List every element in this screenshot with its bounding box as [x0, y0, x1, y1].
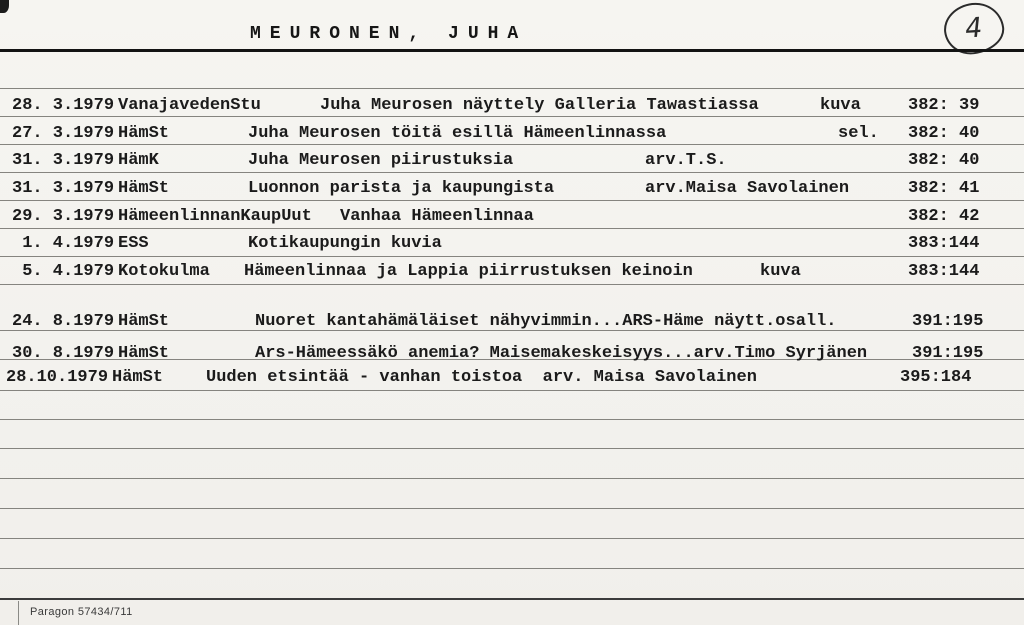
card-stock-label: Paragon 57434/711: [30, 606, 133, 618]
entry-row: [0, 151, 1024, 171]
entry-date: 27. 3.1979: [12, 124, 115, 143]
entry-title: Hämeenlinnaa ja Lappia piirrustuksen keinoin: [244, 262, 693, 281]
card-title: MEURONEN, JUHA: [250, 24, 528, 44]
entry-source: HämSt: [112, 368, 164, 387]
entry-source: ESS: [118, 234, 149, 253]
entry-note: kuva: [820, 96, 861, 115]
entry-source: HämSt: [118, 124, 170, 143]
ruled-line: [0, 284, 1024, 285]
entry-note: arv.T.S.: [645, 151, 727, 170]
entry-date: 28. 3.1979: [12, 96, 115, 115]
entry-row: [0, 312, 1024, 332]
entry-source: HämSt: [118, 179, 170, 198]
entry-note: sel.: [838, 124, 879, 143]
entry-date: 28.10.1979: [6, 368, 109, 387]
entry-ref: 382: 40: [908, 124, 980, 143]
ruled-line: [0, 478, 1024, 479]
ruled-line: [0, 172, 1024, 173]
ruled-line: [0, 419, 1024, 420]
ruled-line: [0, 598, 1024, 600]
entry-ref: 382: 39: [908, 96, 980, 115]
entry-ref: 382: 42: [908, 207, 980, 226]
entry-date: 30. 8.1979: [12, 344, 115, 363]
scan-artifact-corner: [0, 0, 9, 13]
entry-row: [0, 344, 1024, 364]
entry-row: [0, 96, 1024, 116]
entry-date: 29. 3.1979: [12, 207, 115, 226]
entry-title: Nuoret kantahämäläiset nähyvimmin...ARS-Häme näytt.osall.: [255, 312, 837, 331]
entry-ref: 391:195: [912, 312, 984, 331]
page-number: 4: [963, 12, 985, 45]
entry-source: HämSt: [118, 312, 170, 331]
entry-row: [0, 262, 1024, 282]
entry-ref: 395:184: [900, 368, 972, 387]
ruled-line: [0, 116, 1024, 117]
header-rule: [0, 49, 1024, 52]
entry-row: [0, 179, 1024, 199]
entry-source: HämK: [118, 151, 159, 170]
entry-row: [0, 124, 1024, 144]
ruled-line: [0, 538, 1024, 539]
entry-title: Ars-Hämeessäkö anemia? Maisemakeskeisyys...arv.Timo Syrjänen: [255, 344, 868, 363]
entry-source: HämSt: [118, 344, 170, 363]
entry-date: 24. 8.1979: [12, 312, 115, 331]
ruled-line: [0, 508, 1024, 509]
ruled-line: [0, 88, 1024, 89]
entry-title: Juha Meurosen töitä esillä Hämeenlinnassa: [248, 124, 667, 143]
entry-date: 1. 4.1979: [12, 234, 115, 253]
entry-ref: 383:144: [908, 234, 980, 253]
ruled-line: [0, 256, 1024, 257]
entry-title: Uuden etsintää - vanhan toistoa arv. Maisa Savolainen: [206, 368, 757, 387]
entry-note: kuva: [760, 262, 801, 281]
entry-title: Vanhaa Hämeenlinnaa: [340, 207, 534, 226]
entry-row: [0, 207, 1024, 227]
entry-title: Juha Meurosen näyttely Galleria Tawastiassa: [320, 96, 759, 115]
entry-source: HämeenlinnanKaupUut: [118, 207, 312, 226]
entry-note: arv.Maisa Savolainen: [645, 179, 850, 198]
entry-title: Juha Meurosen piirustuksia: [248, 151, 514, 170]
footer-divider: [18, 601, 19, 625]
ruled-line: [0, 144, 1024, 145]
entry-row: [0, 368, 1024, 388]
ruled-line: [0, 568, 1024, 569]
entry-title: Kotikaupungin kuvia: [248, 234, 442, 253]
ruled-line: [0, 200, 1024, 201]
ruled-line: [0, 390, 1024, 391]
entry-ref: 382: 40: [908, 151, 980, 170]
entry-ref: 391:195: [912, 344, 984, 363]
ruled-line: [0, 448, 1024, 449]
entry-date: 5. 4.1979: [12, 262, 115, 281]
entry-date: 31. 3.1979: [12, 179, 115, 198]
entry-title: Luonnon parista ja kaupungista: [248, 179, 555, 198]
entry-date: 31. 3.1979: [12, 151, 115, 170]
entry-source: VanajavedenStu: [118, 96, 261, 115]
entry-source: Kotokulma: [118, 262, 210, 281]
entry-ref: 383:144: [908, 262, 980, 281]
entry-row: [0, 234, 1024, 254]
ruled-line: [0, 228, 1024, 229]
entry-ref: 382: 41: [908, 179, 980, 198]
